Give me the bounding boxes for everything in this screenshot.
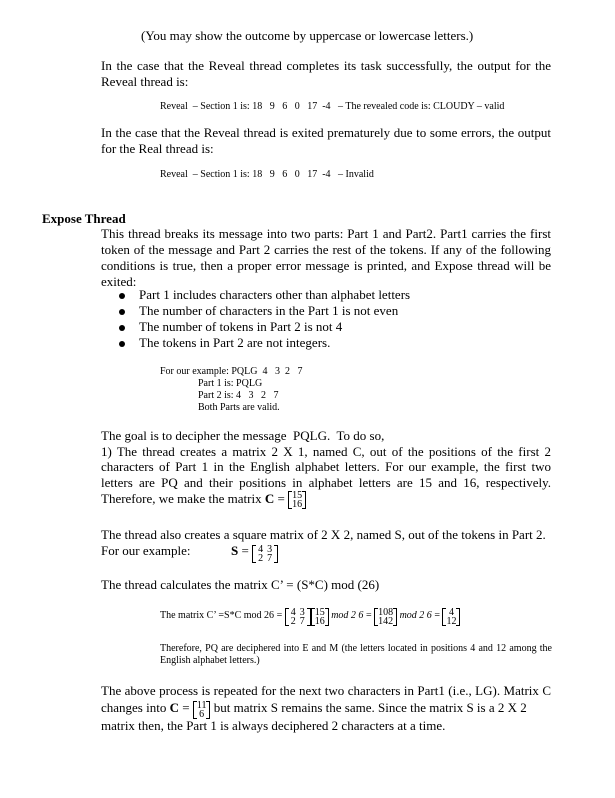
bullet-dot [119, 293, 125, 299]
bullet-item: The number of tokens in Part 2 is not 4 [139, 319, 343, 334]
repeat-line: changes into C = 11 6 but matrix S remains the same. Since the matrix S is a 2 X 2 [101, 700, 527, 720]
square-line: For our example: S = 4 3 2 7 [101, 543, 278, 563]
reveal-success-output: Reveal – Section 1 is: 18 9 6 0 17 -4 – The revealed code is: CLOUDY – valid [160, 101, 505, 112]
bullet-item: Part 1 includes characters other than alphabet letters [139, 287, 411, 302]
step1-line: Therefore, we make the matrix C = 15 16 [101, 491, 306, 509]
matrix-c [288, 491, 306, 509]
matrix-s-cell: 7 [299, 616, 305, 627]
step1-line: 1) The thread creates a matrix 2 X 1, named C, out of the positions of the first 2 [101, 444, 551, 459]
step1-line: characters of Part 1 in the English alphabet letters. For our example, the first two [101, 459, 551, 474]
bullet-item: The tokens in Part 2 are not integers. [139, 335, 331, 350]
matrix-c-label: C [264, 491, 275, 506]
expose-heading: Expose Thread [42, 211, 126, 226]
step1-prefix: Therefore, we make the matrix [101, 491, 262, 506]
matrix-c-cell: 16 [314, 616, 325, 627]
bullet-dot [119, 325, 125, 331]
reveal-fail-paragraph: In the case that the Reveal thread is exited prematurely due to some errors, the output for the Real thread is: [101, 125, 551, 156]
matrix-c-cell: 15 [292, 490, 303, 501]
matrix-c2 [193, 701, 211, 719]
matrix-c-label: C [169, 700, 179, 715]
expose-paragraph: This thread breaks its message into two parts: Part 1 and Part2. Part1 carries the first token of the message and Part 2 carries the rest of the tokens. If any of the following conditions is true, then a proper error message is printed, and Expose thread will be exited: [101, 226, 551, 289]
matrix-c2-cell: 11 [196, 700, 207, 711]
matrix-product [374, 608, 397, 626]
matrix-product-cell: 142 [378, 616, 394, 627]
matrix-s-cell: 2 [290, 616, 296, 627]
example-line: For our example: PQLG 4 3 2 7 [160, 366, 303, 377]
deciphered-note: Therefore, PQ are deciphered into E and M (the letters located in positions 4 and 12 among the English alphabet letters.) [160, 643, 552, 666]
reveal-success-paragraph: In the case that the Reveal thread completes its task successfully, the output for the Reveal thread is: [101, 58, 551, 89]
matrix-result-cell: 4 [448, 607, 454, 618]
matrix-s [252, 545, 278, 563]
square-line: The thread also creates a square matrix of 2 X 2, named S, out of the tokens in Part 2. [101, 527, 546, 542]
example-line: Both Parts are valid. [198, 402, 280, 413]
matrix-s-cell: 7 [267, 553, 273, 564]
example-line: Part 1 is: PQLG [198, 378, 263, 389]
matrix-s-cell: 4 [290, 607, 296, 618]
matrix-result [442, 608, 460, 626]
calc-formula: The matrix C’ =S*C mod 26 = 4 3 2 7 15 16 mod 2 6 = 108 142 mod 2 6 = 4 12 [160, 608, 460, 626]
repeat-prefix: changes into [101, 700, 167, 715]
matrix-s-cell: 3 [267, 544, 273, 555]
bullet-dot [119, 341, 125, 347]
calc-line: The thread calculates the matrix C’ = (S*C) mod (26) [101, 577, 380, 592]
bullet-item: The number of characters in the Part 1 is not even [139, 303, 399, 318]
matrix-c-cell: 15 [314, 607, 325, 618]
calc-mod: mod 2 6 [399, 610, 432, 621]
matrix-s-cell: 2 [258, 553, 264, 564]
matrix-s-cell: 3 [299, 607, 305, 618]
matrix-c2-cell: 6 [199, 709, 205, 720]
goal-line: The goal is to decipher the message PQLG. To do so, [101, 428, 385, 443]
matrix-s [285, 608, 311, 626]
matrix-result-cell: 12 [446, 616, 457, 627]
reveal-fail-output: Reveal – Section 1 is: 18 9 6 0 17 -4 – Invalid [160, 169, 374, 180]
step1-line: letters are PQ and their positions in alphabet letters are 15 and 16, respectively. [101, 475, 551, 490]
repeat-line: matrix then, the Part 1 is always deciphered 2 characters at a time. [101, 718, 446, 733]
matrix-c [311, 608, 329, 626]
intro-note: (You may show the outcome by uppercase or lowercase letters.) [141, 28, 474, 43]
repeat-line: The above process is repeated for the next two characters in Part1 (i.e., LG). Matrix C [101, 683, 551, 698]
square-prefix: For our example: [101, 543, 191, 558]
bullet-dot [119, 309, 125, 315]
matrix-c-cell: 16 [292, 499, 303, 510]
matrix-product-cell: 108 [378, 607, 394, 618]
matrix-s-label: S [231, 543, 239, 558]
calc-mod: mod 2 6 [331, 610, 364, 621]
matrix-s-cell: 4 [258, 544, 264, 555]
example-line: Part 2 is: 4 3 2 7 [198, 390, 279, 401]
repeat-suffix: but matrix S remains the same. Since the matrix S is a 2 X 2 [213, 700, 527, 715]
calc-prefix: The matrix C’ =S*C mod 26 [160, 610, 275, 621]
